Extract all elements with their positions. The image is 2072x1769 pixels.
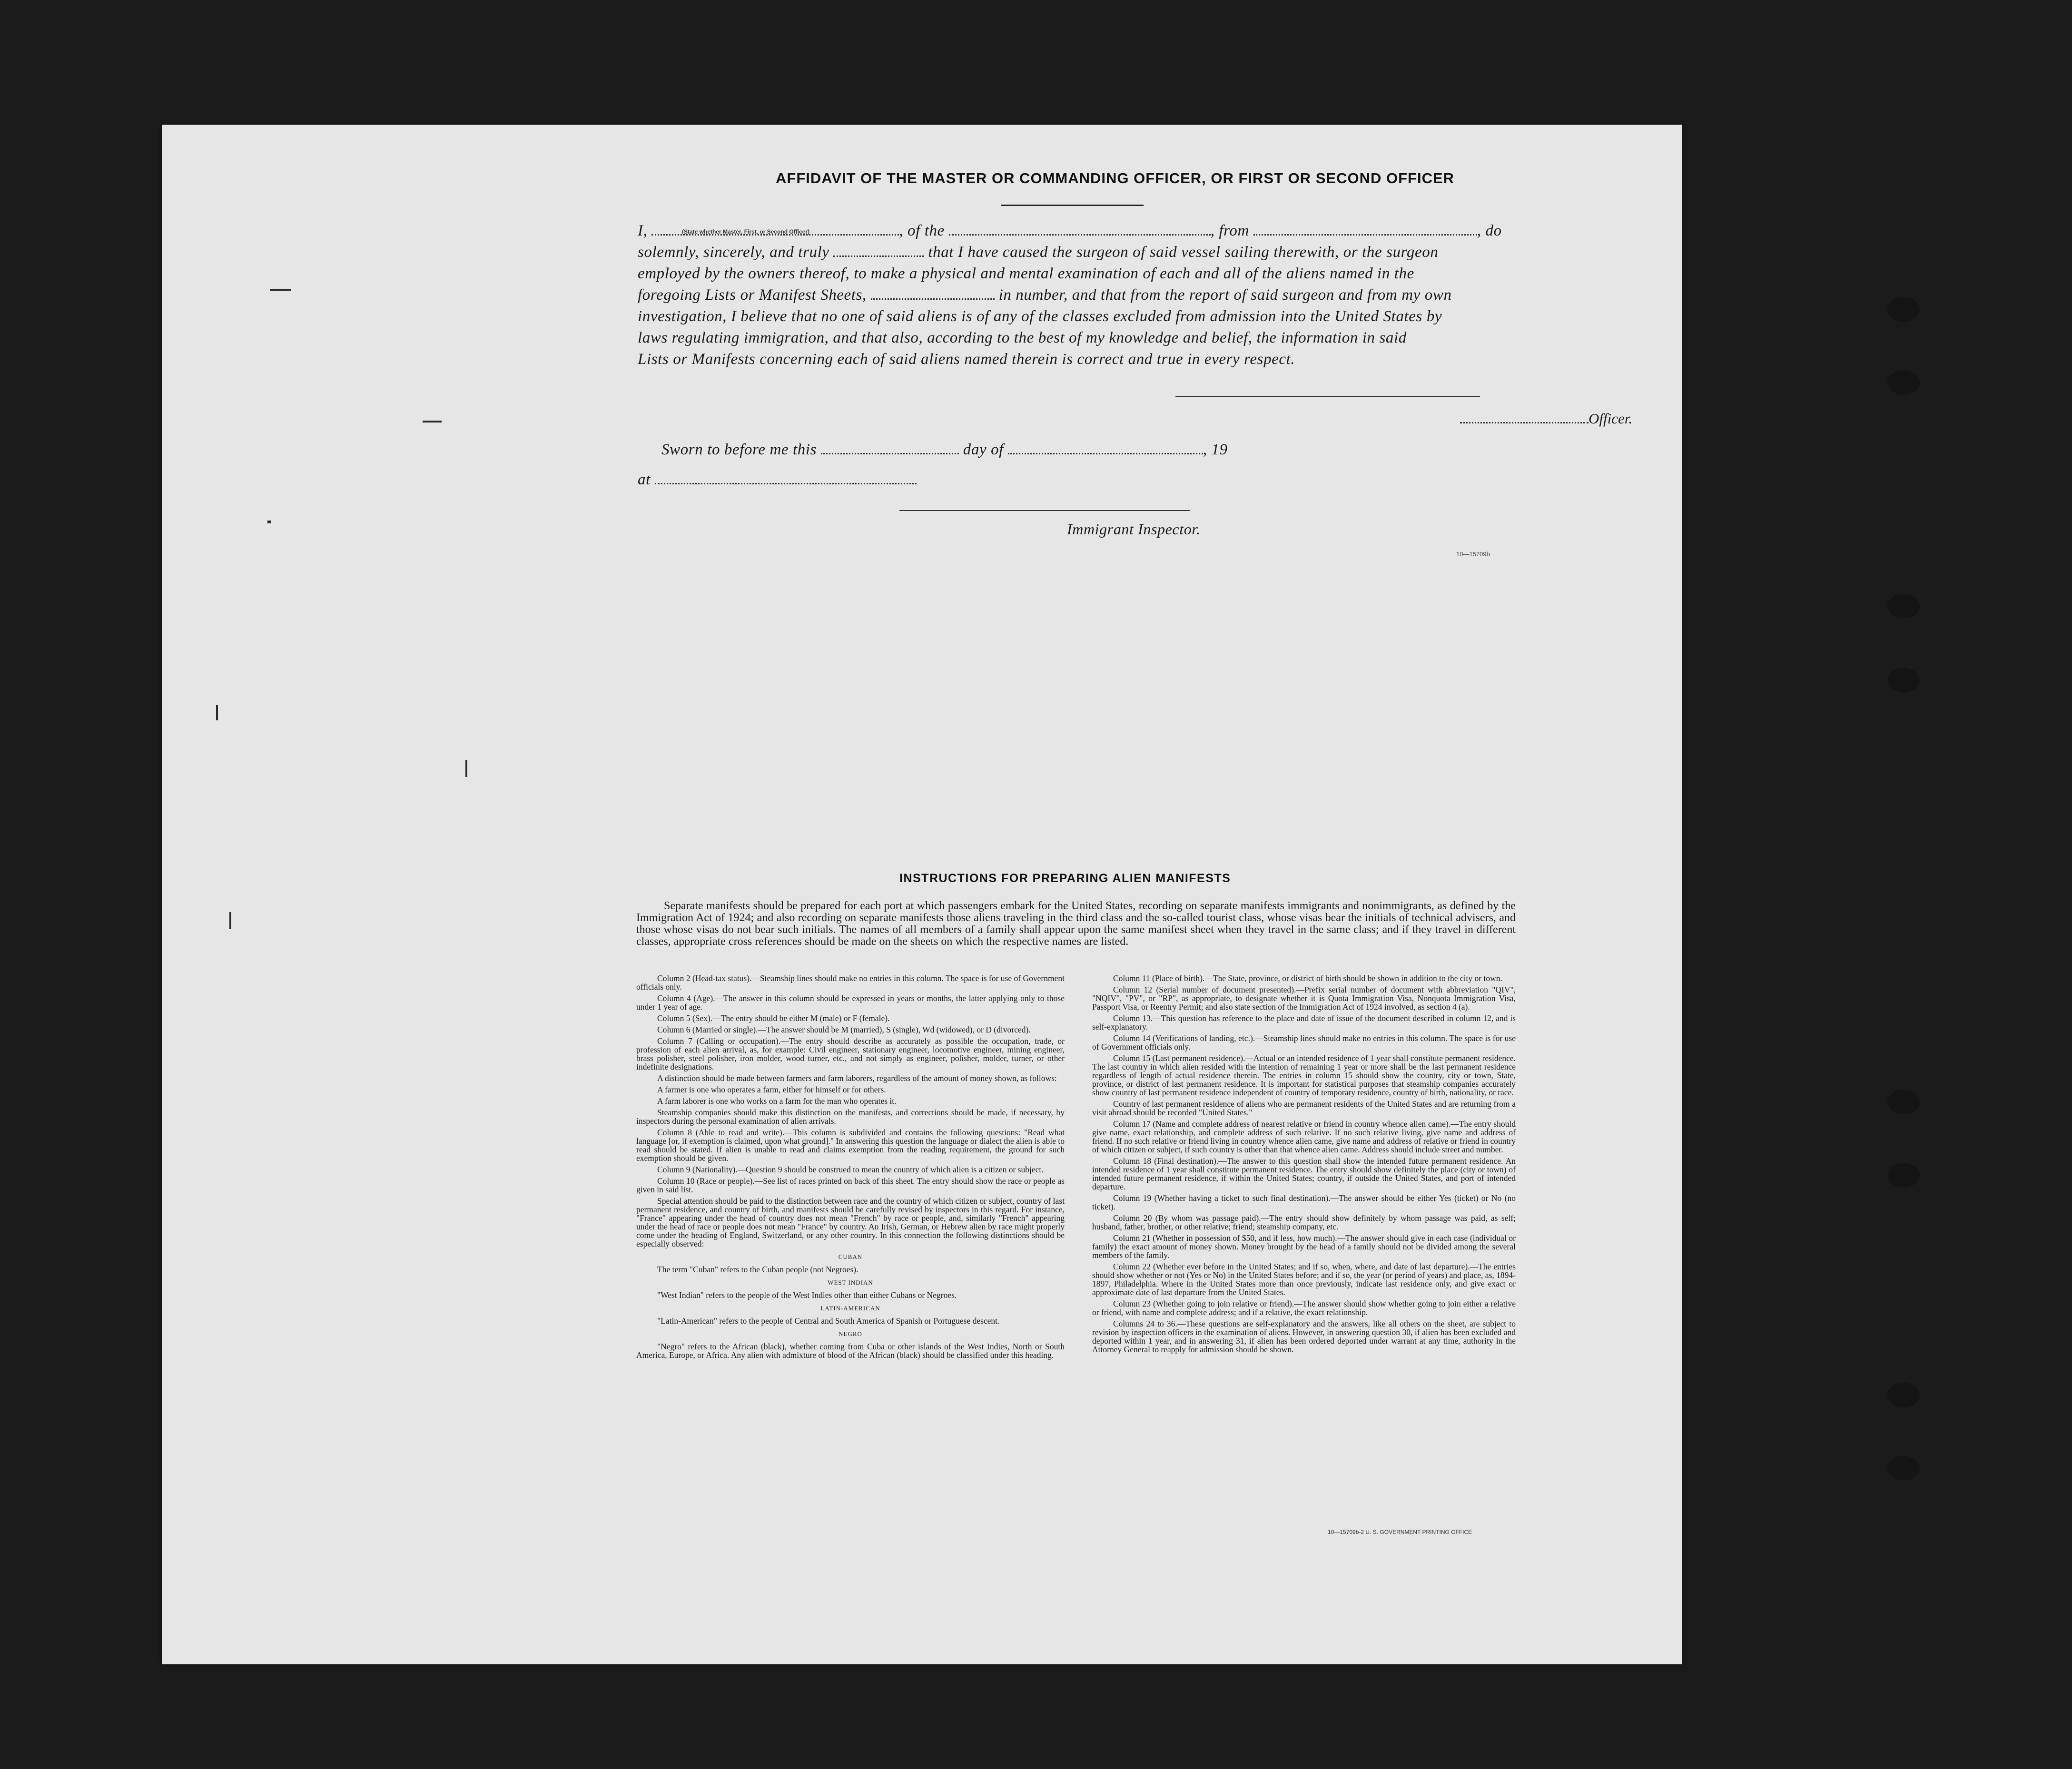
punch-hole [1887,297,1920,322]
punch-hole [1887,1090,1920,1114]
scan-mark [270,289,291,291]
instruction-paragraph: Column 19 (Whether having a ticket to such final destination).—The answer should be either Yes (ticket) or No (no ticket). [1092,1193,1516,1211]
affidavit-line-6: laws regulating immigration, and that also, according to the best of my knowledge and belief, the information in said [638,329,1407,346]
instruction-paragraph: A distinction should be made between farmers and farm laborers, regardless of the amount of money shown, as follows: [657,1073,1057,1083]
instruction-paragraph: The term "Cuban" refers to the Cuban people (not Negroes). [657,1265,858,1274]
instruction-paragraph: Column 10 (Race or people).—See list of races printed on back of this sheet. The entry should show the race or people as given in said list. [636,1176,1065,1194]
officer-signature-line[interactable] [1175,396,1480,397]
instruction-paragraph: Column 5 (Sex).—The entry should be either M (male) or F (female). [657,1013,890,1023]
section-heading: WEST INDIAN [828,1279,873,1286]
inspector-signature-line[interactable] [899,510,1190,511]
punch-hole [1887,594,1920,619]
oath-type-blank[interactable] [833,245,924,257]
instruction-paragraph: Column 13.—This question has reference to the place and date of issue of the document described in column 12, and is self-explanatory. [1092,1013,1516,1032]
punch-hole [1887,668,1920,693]
scan-mark [267,521,271,523]
instruction-paragraph: Column 8 (Able to read and write).—This column is subdivided and contains the following questions: "Read what language [or, if exemption is claimed, upon what ground]." In answering this question the language or dialect the alien is able to read should be stated. If alien is unable to read and claims exemption from the reading requirement, the ground for such exemption should be given. [636,1128,1065,1163]
instruction-paragraph: Country of last permanent residence of aliens who are permanent residents of the United States and are returning from a visit abroad should be recorded "United States." [1092,1099,1516,1117]
instruction-paragraph: Column 17 (Name and complete address of nearest relative or friend in country whence alien came).—The entry should give name, exact relationship, and complete address of such relative. If no such relative living, give name and address of friend. If no such relative or friend living in country whence alien came, give name and address of relative or friend in country of which citizen or subject, if such country is other than that whence alien came. Address should include street and number. [1092,1119,1516,1154]
scan-mark [229,912,231,929]
section-heading: CUBAN [838,1253,863,1260]
affidavit-line-5: investigation, I believe that no one of said aliens is of any of the classes excluded from admission into the United States by [638,308,1442,325]
instruction-paragraph: Column 2 (Head-tax status).—Steamship lines should make no entries in this column. The space is for use of Government officials only. [636,973,1065,992]
instruction-paragraph: Column 18 (Final destination).—The answer to this question shall show the intended future permanent residence. An intended residence of 1 year shall constitute permanent residence. The entry should show definitely the place (city or town) of intended future permanent residence, if within the United States; country, if outside the United States, and port of intended departure. [1092,1156,1516,1191]
instruction-paragraph: Column 4 (Age).—The answer in this column should be expressed in years or months, the latter applying only to those under 1 year of age. [636,993,1065,1012]
instruction-paragraph: "Latin-American" refers to the people of Central and South America of Spanish or Portuguese descent. [657,1316,1000,1326]
form-sheet [162,125,1682,1664]
instruction-paragraph: Column 15 (Last permanent residence).—Actual or an intended residence of 1 year shall constitute permanent residence. The last country in which alien resided with the intention of remaining 1 year or more shall be the last permanent residence regardless of length of actual residence therein. The entries in column 15 should show the country, city or town, State, province, or district of last permanent residence. It is important for statistical purposes that steamship companies accurately show country of last permanent residence independent of country of temporary residence, country of birth, nationality, or race. [1092,1053,1516,1097]
section-heading: LATIN-AMERICAN [820,1305,880,1312]
form-code: 10—15709b [1456,550,1490,558]
sworn-day-blank[interactable] [821,442,959,454]
instructions-right-column [1092,974,1516,1356]
affidavit-line-1: I, , of the , from , do [638,222,1502,239]
instruction-paragraph: Special attention should be paid to the distinction between race and the country of which citizen or subject, country of last permanent residence, and country of birth, and manifests should be carefully revised by inspectors in this regard. For instance, "France" appearing under the head of country does not mean "French" by race or people, and, similarly "French" appearing under the head of race or people does not mean "France" by country. An Irish, German, or Hebrew alien by race might properly come under the heading of England, Switzerland, or any other country. In this connection the following distinctions should be especially observed: [636,1196,1065,1248]
instruction-paragraph: A farmer is one who operates a farm, either for himself or for others. [657,1085,886,1094]
instruction-paragraph: Column 20 (By whom was passage paid).—The entry should show definitely by whom passage was paid, as self; husband, father, brother, or other relative; friend; steamship company, etc. [1092,1213,1516,1231]
affidavit-title: AFFIDAVIT OF THE MASTER OR COMMANDING OFFICER, OR FIRST OR SECOND OFFICER [776,170,1455,187]
scan-mark [216,705,218,720]
sheet-count-blank[interactable] [871,288,995,300]
rank-note: (State whether Master, First, or Second Officer) [682,228,810,235]
sworn-place-blank[interactable] [655,472,917,484]
punch-hole [1887,370,1920,395]
instruction-paragraph: Columns 24 to 36.—These questions are self-explanatory and the answers, like all others on the sheet, are subject to revision by inspection officers in the examination of aliens. However, in answering question 30, if alien has been excluded and deported within 1 year, and in answering 31, if alien has been ordered deported under warrant at any time, authority in the Attorney General to reapply for admission should be shown. [1092,1319,1516,1354]
officer-label-row: Officer. [1460,410,1632,427]
instructions-left-column [636,974,1065,1364]
instruction-paragraph: "Negro" refers to the African (black), whether coming from Cuba or other islands of the West Indies, North or South America, Europe, or Africa. Any alien with admixture of blood of the African (black) should be classified under this heading. [636,1342,1065,1360]
instruction-paragraph: Column 11 (Place of birth).—The State, province, or district of birth should be shown in addition to the city or town. [1113,973,1502,983]
section-heading: NEGRO [839,1330,862,1337]
instruction-paragraph: "West Indian" refers to the people of the West Indies other than either Cubans or Negroes. [657,1290,957,1300]
affidavit-line-2: solemnly, sincerely, and truly that I have caused the surgeon of said vessel sailing therewith, or the surgeon [638,244,1439,261]
affidavit-line-7: Lists or Manifests concerning each of said aliens named therein is correct and true in every respect. [638,351,1295,368]
instruction-paragraph: Steamship companies should make this distinction on the manifests, and corrections should be made, if necessary, by inspectors during the personal examination of alien arrivals. [636,1108,1065,1126]
instruction-paragraph: Column 7 (Calling or occupation).—The entry should describe as accurately as possible the occupation, trade, or profession of each alien arrival, as, for example: Civil engineer, stationary engineer, locomotive engineer, mining engineer, brass polisher, steel polisher, iron molder, wood turner, etc., and not simply as engineer, polisher, molder, turner, or other indefinite designations. [636,1036,1065,1071]
scan-mark [423,421,442,423]
instruction-paragraph: Column 14 (Verifications of landing, etc.).—Steamship lines should make no entries in this column. The space is for use of Government officials only. [1092,1033,1516,1052]
punch-hole [1887,1383,1920,1407]
punch-hole [1887,1456,1920,1481]
instruction-paragraph: Column 6 (Married or single).—The answer should be M (married), S (single), Wd (widowed), or D (divorced). [657,1025,1031,1034]
inspector-label: Immigrant Inspector. [1067,521,1201,538]
vessel-name-blank[interactable] [949,224,1211,236]
instruction-paragraph: Column 22 (Whether ever before in the United States; and if so, when, where, and date of last departure).—The entries should show whether or not (Yes or No) in the United States before; and if so, the year (or period of years) and place, as, 1894-1897, Philadelphia. Where in the United States more than once previously, indicate last residence only, and give exact or approximate date of last departure from the United States. [1092,1262,1516,1297]
instructions-intro: Separate manifests should be prepared for each port at which passengers embark for the United States, recording on separate manifests immigrants and nonimmigrants, as defined by the Immigration Act of 1924; and also recording on separate manifests those aliens traveling in the third class and the so-called tourist class, whose visas bear the initials of technical advisers, and those whose visas do not bear such initials. The names of all members of a family shall appear upon the same manifest sheet when they travel in the same class; and if they travel in different classes, appropriate cross references should be made on the sheets on which the respective names are listed. [636,900,1516,948]
sworn-month-blank[interactable] [1008,442,1203,454]
instruction-paragraph: Column 21 (Whether in possession of $50, and if less, how much).—The answer should give in each case (individual or family) the exact amount of money shown. Money brought by the head of a family should not be divided among the several members of the family. [1092,1233,1516,1260]
affidavit-line-3: employed by the owners thereof, to make a physical and mental examination of each and all of the aliens named in the [638,265,1414,282]
port-from-blank[interactable] [1253,224,1477,236]
instruction-paragraph: Column 23 (Whether going to join relative or friend).—The answer should show whether going to join either a relative or friend, with name and complete address; and if a relative, the exact relationship. [1092,1299,1516,1317]
punch-hole [1887,1163,1920,1188]
sworn-line: Sworn to before me this day of , 19 [661,441,1228,458]
instruction-paragraph: A farm laborer is one who works on a farm for the man who operates it. [657,1096,897,1106]
title-divider [1001,205,1144,206]
printing-office-footer: 10—15709b-2 U. S. GOVERNMENT PRINTING OFFICE [1328,1529,1472,1535]
at-line: at [638,471,1523,489]
instructions-title: INSTRUCTIONS FOR PREPARING ALIEN MANIFESTS [899,872,1231,885]
instruction-paragraph: Column 9 (Nationality).—Question 9 should be construed to mean the country of which alien is a citizen or subject. [657,1165,1044,1174]
scan-mark [465,760,467,777]
affidavit-line-4: foregoing Lists or Manifest Sheets, in number, and that from the report of said surgeon and from my own [638,286,1452,304]
instruction-paragraph: Column 12 (Serial number of document presented).—Prefix serial number of document with abbreviation "QIV", "NQIV", "PV", or "RP", as appropriate, to designate whether it is Quota Immigration Visa, Nonquota Immigration Visa, Passport Visa, or Reentry Permit; and also state section of the Immigration Act of 1924 involved, as section 4 (a). [1092,985,1516,1012]
